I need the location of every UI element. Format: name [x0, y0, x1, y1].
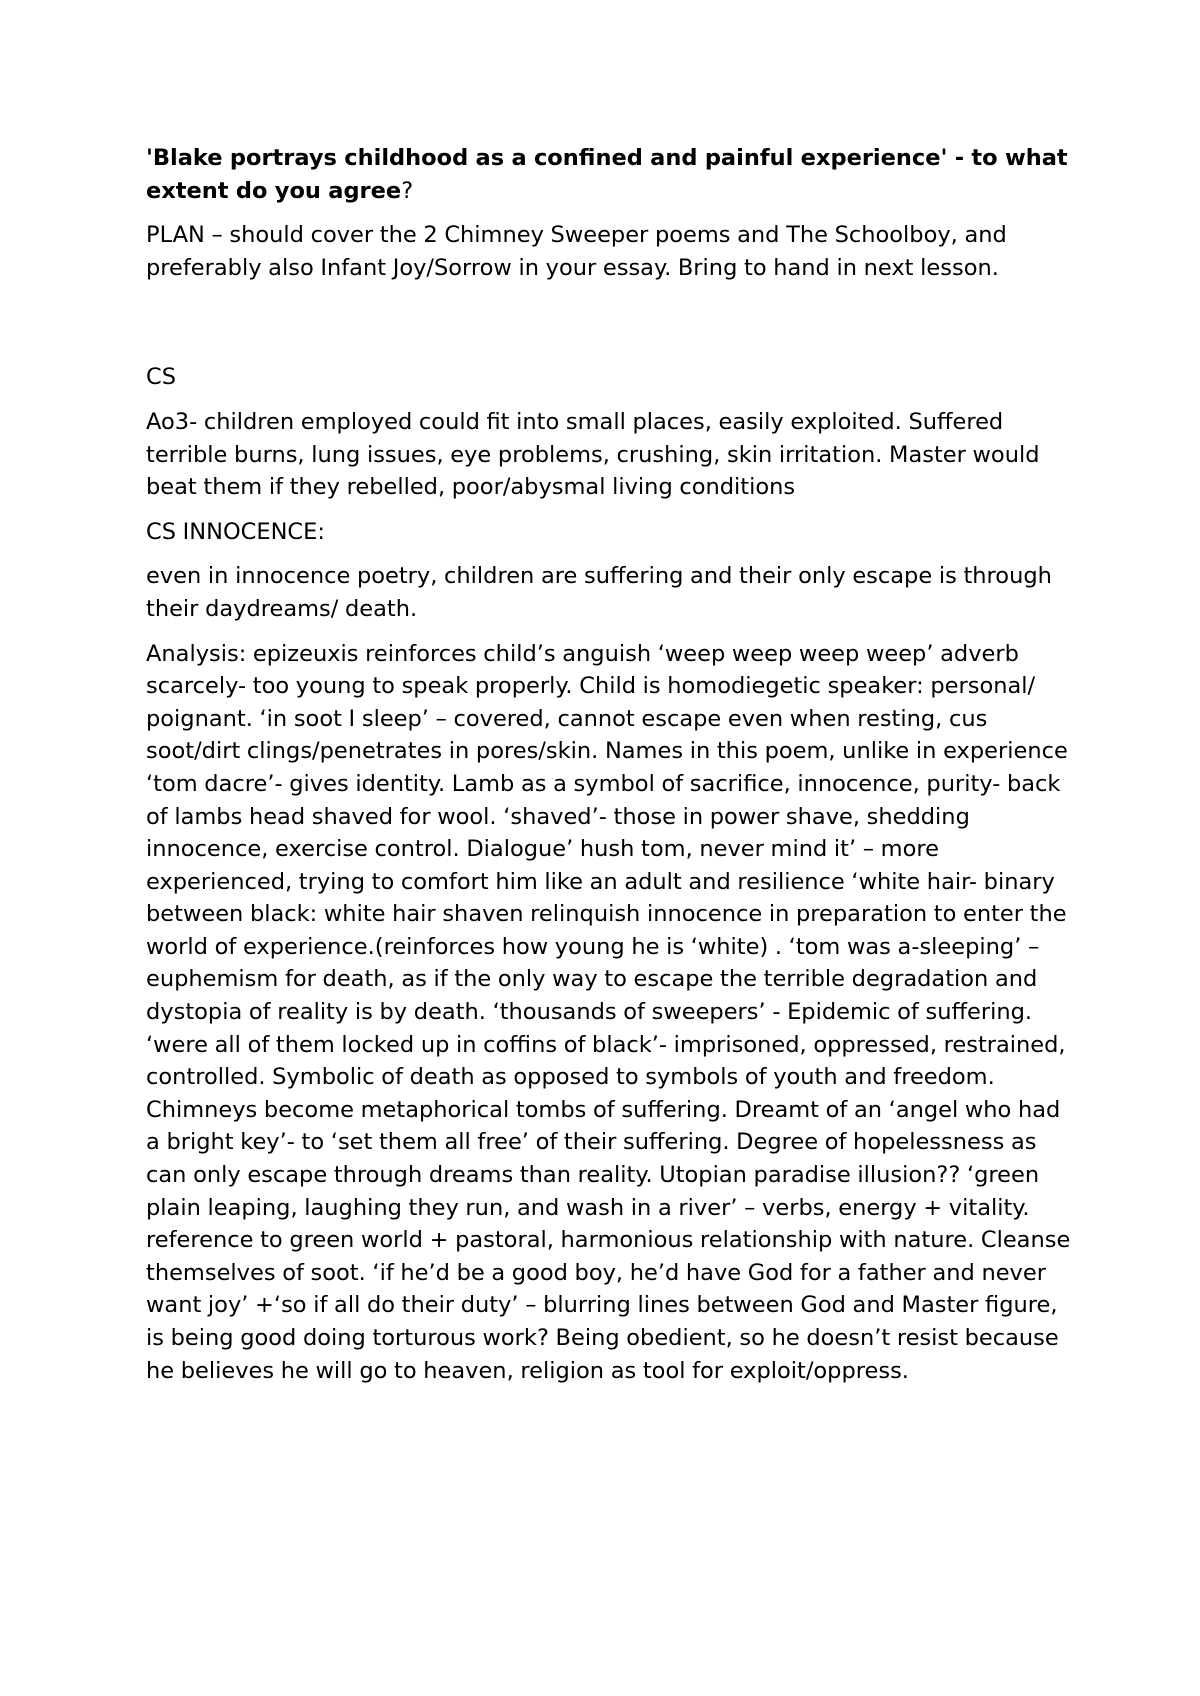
cs-innocence-heading: CS INNOCENCE: — [146, 518, 325, 545]
plan-paragraph: PLAN – should cover the 2 Chimney Sweeper poems and The Schoolboy, and preferably also Infant Joy/Sorrow in your essay. Bring to hand in next lesson. — [146, 222, 1007, 281]
essay-question — [146, 142, 1076, 207]
essay-question-text: 'Blake portrays childhood as a confined and painful experience' - to what extent do you agree — [146, 145, 1068, 204]
document-body — [146, 142, 1076, 1387]
innocence-intro-paragraph: even in innocence poetry, children are suffering and their only escape is through their daydreams/ death. — [146, 563, 1052, 622]
analysis-paragraph: Analysis: epizeuxis reinforces child’s anguish ‘weep weep weep weep’ adverb scarcely- too young to speak properly. Child is homodiegetic speaker: personal/ poignant. ‘in soot I sleep’ – covered, cannot escape even when resting, cus soot/dirt clings/penetrates in pores/skin. Names in this poem, unlike in experience ‘tom dacre’- gives identity. Lamb as a symbol of sacrifice, innocence, purity- back of lambs head shaved for wool. ‘shaved’- those in power shave, shedding innocence, exercise control. Dialogue’ hush tom, never mind it’ – more experienced, trying to comfort him like an adult and resilience ‘white hair- binary between black: white hair shaven relinquish innocence in preparation to enter the world of experience.(reinforces how young he is ‘white) . ‘tom was a-sleeping’ – euphemism for death, as if the only way to escape the terrible degradation and dystopia of reality is by death. ‘thousands of sweepers’ - Epidemic of suffering. ‘were all of them locked up in coffins of black’- imprisoned, oppressed, restrained, controlled. Symbolic of death as opposed to symbols of youth and freedom. Chimneys become metaphorical tombs of suffering. Dreamt of an ‘angel who had a bright key’- to ‘set them all free’ of their suffering. Degree of hopelessness as can only escape through dreams than reality. Utopian paradise illusion?? ‘green plain leaping, laughing they run, and wash in a river’ – verbs, energy + vitality. reference to green world + pastoral, harmonious relationship with nature. Cleanse themselves of soot. ‘if he’d be a good boy, he’d have God for a father and never want joy’ +‘so if all do their duty’ – blurring lines between God and Master figure, is being good doing torturous work? Being obedient, so he doesn’t resist because he believes he will go to heaven, religion as tool for exploit/oppress. — [146, 640, 1071, 1384]
cs-heading: CS — [146, 364, 176, 391]
ao3-paragraph: Ao3- children employed could fit into small places, easily exploited. Suffered terrible burns, lung issues, eye problems, crushing, skin irritation. Master would beat them if they rebelled, poor/abysmal living conditions — [146, 408, 1040, 501]
essay-question-mark: ? — [401, 177, 414, 204]
